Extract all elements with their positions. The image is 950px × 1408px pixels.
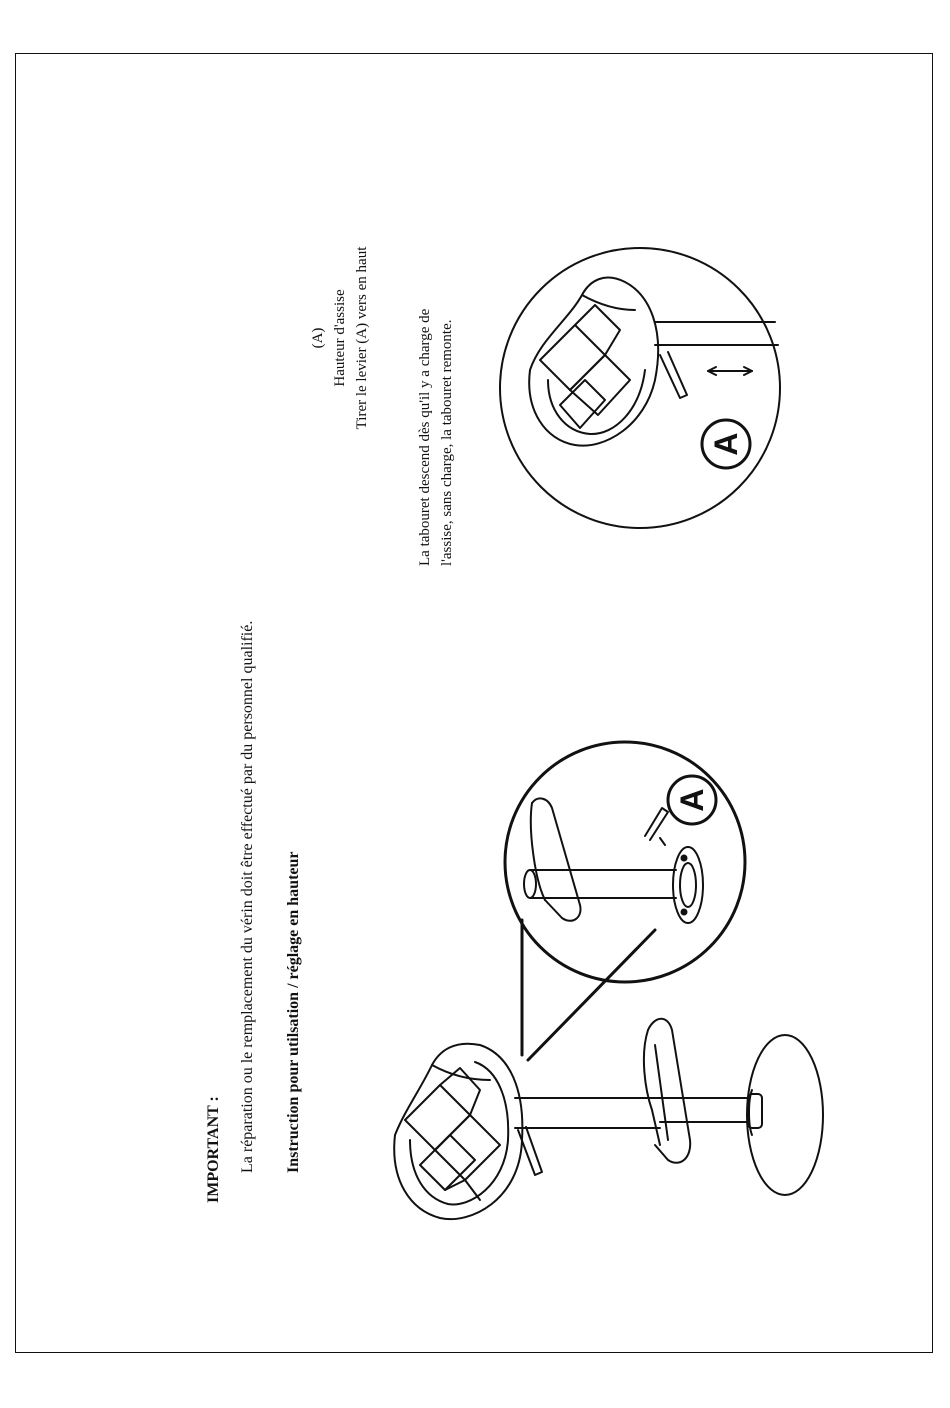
seat-detail-circle xyxy=(500,248,780,528)
lever-marker: (A) xyxy=(310,327,326,349)
warning-text: La réparation ou le remplacement du vérin doit être effectué par du personnel qualifié. xyxy=(239,620,256,1173)
important-label: IMPORTANT : xyxy=(205,1096,222,1203)
lever-action-text: Tirer le levier (A) vers en haut xyxy=(354,246,370,430)
instruction-heading: Instruction pour utilsation / réglage en hauteur xyxy=(285,851,302,1173)
bar-stool-illustration xyxy=(394,1019,823,1219)
zoom-connector xyxy=(522,920,655,1060)
behavior-note-line1: La tabouret descend dès qu'il y a charge de xyxy=(417,308,433,566)
lever-detail-circle xyxy=(505,742,745,982)
seat-height-title: Hauteur d'assise xyxy=(332,289,348,387)
behavior-note-line2: l'assise, sans charge, la tabouret remonte. xyxy=(439,319,455,566)
callout-a-lever-letter: A xyxy=(674,788,710,812)
callout-a-seat-letter: A xyxy=(708,432,744,456)
